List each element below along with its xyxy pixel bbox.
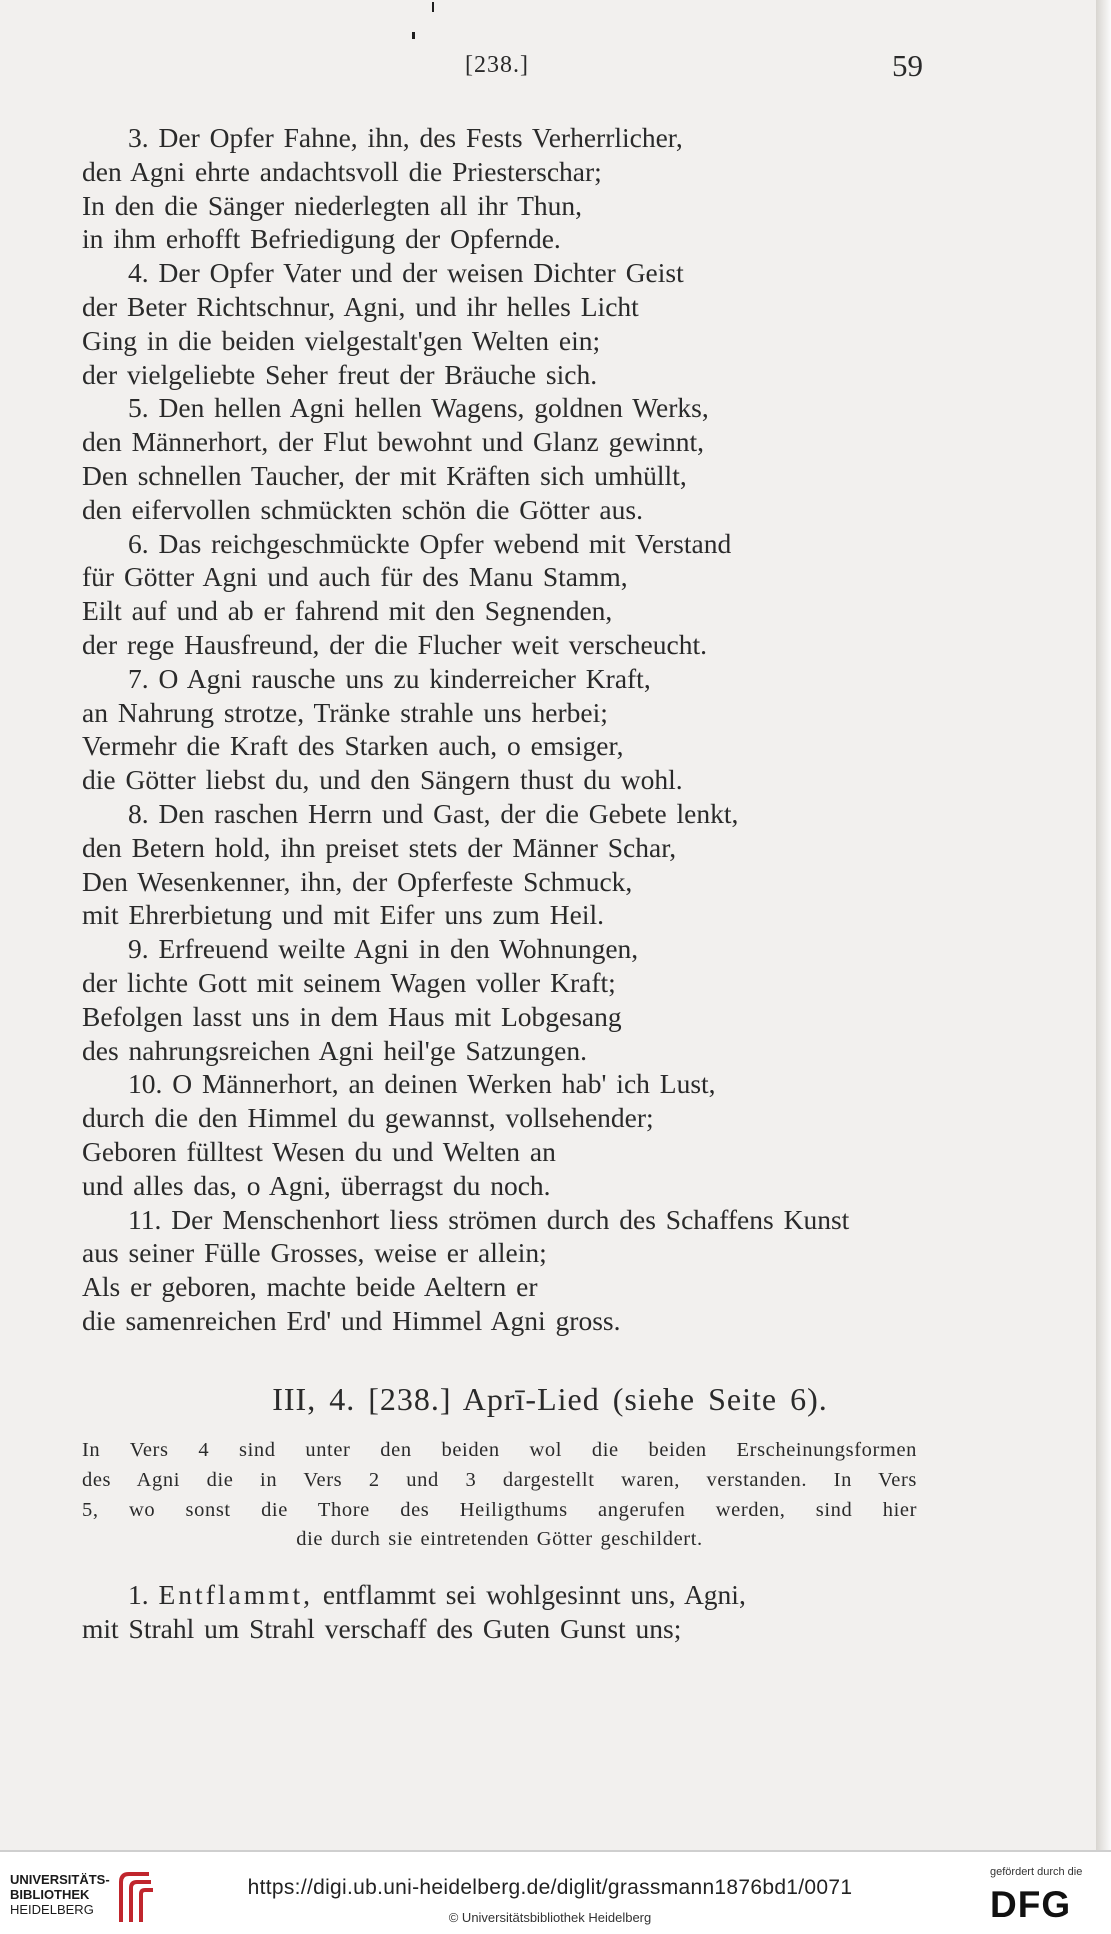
verse-line: 7. O Agni rausche uns zu kinderreicher Kraft,: [128, 662, 651, 694]
verse-line: aus seiner Fülle Grosses, weise er allein;: [82, 1237, 547, 1269]
verse-line: durch die den Himmel du gewannst, vollsehender;: [82, 1102, 654, 1134]
verse-line: 9. Erfreuend weilte Agni in den Wohnungen,: [128, 933, 639, 965]
verse-line: Befolgen lasst uns in dem Haus mit Lobgesang: [82, 1000, 622, 1032]
spaced-word: Entflammt,: [158, 1579, 313, 1610]
footer-divider: [0, 1850, 1111, 1852]
permalink-url[interactable]: https://digi.ub.uni-heidelberg.de/diglit/grassmann1876bd1/0071: [247, 1876, 853, 1899]
verse-line: den Männerhort, der Flut bewohnt und Glanz gewinnt,: [82, 426, 705, 458]
running-header-ref: [238.]: [465, 52, 529, 78]
note-line: In Vers 4 sind unter den beiden wol die beiden Erscheinungsformen: [82, 1439, 917, 1461]
verse-line: den eifervollen schmückten schön die Götter aus.: [82, 493, 643, 525]
funding-note: gefördert durch die: [990, 1866, 1083, 1878]
page-number: 59: [892, 48, 923, 83]
note-line: des Agni die in Vers 2 und 3 dargestellt waren, verstanden. In Vers: [82, 1468, 917, 1491]
verse-line: Ging in die beiden vielgestalt'gen Welten ein;: [82, 324, 601, 356]
verse-line: 8. Den raschen Herrn und Gast, der die Gebete lenkt,: [128, 797, 739, 829]
verse-line: Eilt auf und ab er fahrend mit den Segnenden,: [82, 595, 613, 627]
ink-speck: [432, 2, 434, 12]
verse-line: an Nahrung strotze, Tränke strahle uns herbei;: [82, 696, 608, 728]
viewer-footer: [0, 1850, 1111, 1934]
verse-line: Vermehr die Kraft des Starken auch, o emsiger,: [82, 730, 624, 762]
verse-line: der Beter Richtschnur, Agni, und ihr helles Licht: [82, 290, 639, 322]
footnote-block: [82, 1436, 917, 1555]
verse-text: entflammt sei wohlgesinnt uns, Agni,: [313, 1579, 746, 1610]
verse-line: die Götter liebst du, und den Sängern thust du wohl.: [82, 764, 683, 796]
library-emblem-icon: [115, 1868, 157, 1926]
verse-line: 4. Der Opfer Vater und der weisen Dichter Geist: [128, 257, 684, 289]
note-line: die durch sie eintretenden Götter geschildert.: [296, 1528, 703, 1551]
verse-line: mit Ehrerbietung und mit Eifer uns zum Heil.: [82, 899, 605, 931]
verse-line: 6. Das reichgeschmückte Opfer webend mit Verstand: [128, 527, 732, 559]
library-name-1: UNIVERSITÄTS-: [10, 1872, 110, 1887]
verse-one: [82, 1578, 1022, 1646]
verse-line: der vielgeliebte Seher freut der Bräuche sich.: [82, 358, 598, 390]
verse-line: und alles das, o Agni, überragst du noch.: [82, 1169, 551, 1201]
verse-line: Als er geboren, machte beide Aeltern er: [82, 1271, 538, 1303]
section-heading: III, 4. [238.] Aprī-Lied (siehe Seite 6).: [272, 1381, 828, 1417]
ink-speck: [412, 32, 415, 39]
verse-line: 5. Den hellen Agni hellen Wagens, goldnen Werks,: [128, 392, 709, 424]
verse-block: [82, 121, 1022, 1338]
verse-line: 3. Der Opfer Fahne, ihn, des Fests Verherrlicher,: [128, 122, 683, 153]
verse-line: Den Wesenkenner, ihn, der Opferfeste Schmuck,: [82, 865, 633, 897]
verse-line: 11. Der Menschenhort liess strömen durch des Schaffens Kunst: [128, 1203, 850, 1235]
verse-line: 10. O Männerhort, an deinen Werken hab' ich Lust,: [128, 1068, 716, 1100]
verse-line: für Götter Agni und auch für des Manu Stamm,: [82, 561, 628, 593]
verse-line: mit Strahl um Strahl verschaff des Guten Gunst uns;: [82, 1612, 682, 1644]
dfg-logo[interactable]: DFG: [990, 1884, 1072, 1925]
verse-line: des nahrungsreichen Agni heil'ge Satzungen.: [82, 1034, 587, 1066]
verse-line: In den die Sänger niederlegten all ihr Thun,: [82, 189, 583, 221]
library-name-3: HEIDELBERG: [10, 1902, 94, 1917]
verse-line: Geboren fülltest Wesen du und Welten an: [82, 1135, 556, 1167]
verse-line: die samenreichen Erd' und Himmel Agni gross.: [82, 1304, 621, 1336]
verse-line: in ihm erhofft Befriedigung der Opfernde.: [82, 223, 561, 255]
library-name-2: BIBLIOTHEK: [10, 1887, 90, 1902]
verse-line: den Betern hold, ihn preiset stets der Männer Schar,: [82, 831, 677, 863]
verse-line: [82, 1578, 1022, 1612]
verse-line: der lichte Gott mit seinem Wagen voller Kraft;: [82, 966, 616, 998]
copyright-notice: © Universitätsbibliothek Heidelberg: [448, 1910, 652, 1925]
note-line: 5, wo sonst die Thore des Heiligthums angerufen werden, sind hier: [82, 1498, 917, 1521]
verse-number: 1.: [128, 1579, 149, 1610]
scan-edge: [1096, 0, 1111, 1850]
verse-line: Den schnellen Taucher, der mit Kräften sich umhüllt,: [82, 459, 687, 491]
verse-line: den Agni ehrte andachtsvoll die Priesterschar;: [82, 155, 602, 187]
verse-line: der rege Hausfreund, der die Flucher weit verscheucht.: [82, 628, 707, 660]
